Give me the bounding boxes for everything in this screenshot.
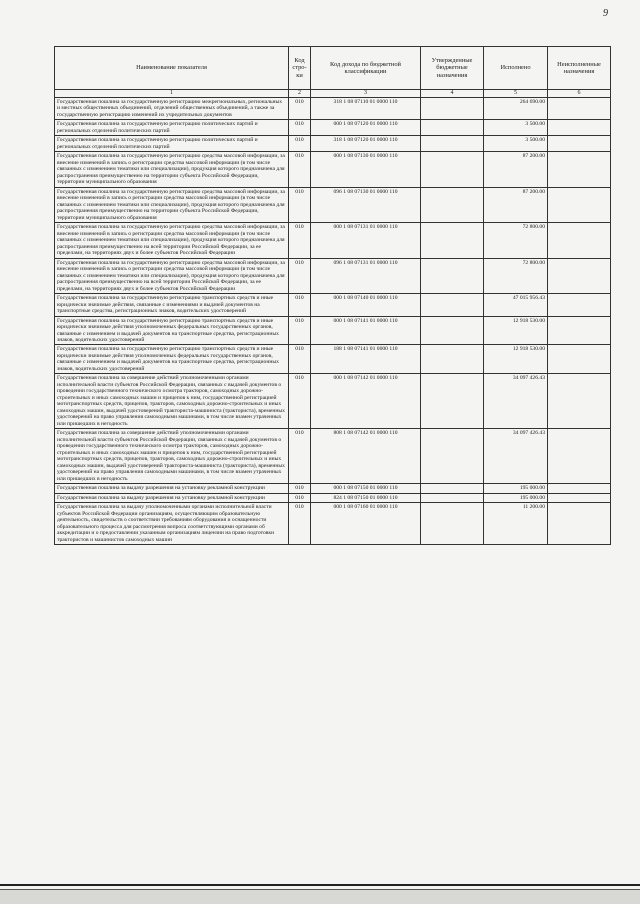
indicator-name-cell: Государственная пошлина за государственную регистрацию политических партий и региональных отделений политических партий	[55, 136, 289, 152]
line-code-cell: 010	[289, 223, 311, 258]
indicator-name-cell: Государственная пошлина за государственную регистрацию политических партий и региональных отделений политических партий	[55, 120, 289, 136]
line-code-cell: 010	[289, 374, 311, 429]
header-name: Наименование показателя	[55, 47, 289, 90]
executed-cell: 87 200.00	[484, 152, 548, 187]
not-executed-cell	[548, 98, 611, 120]
table-row	[55, 493, 611, 502]
approved-cell	[421, 294, 484, 316]
header-income-code: Код дохода по бюджетной классификации	[311, 47, 421, 90]
column-number-row	[55, 90, 611, 98]
indicator-name-cell: Государственная пошлина за государственную регистрацию межрегиональных, региональных и местных общественных объединений, отделений общественных объединений, а также за государственную регистрацию изменений их учредительных документов	[55, 98, 289, 120]
income-code-cell: 096 1 08 07131 01 0000 110	[311, 258, 421, 293]
executed-cell: 11 200.00	[484, 503, 548, 545]
executed-cell: 3 500.00	[484, 136, 548, 152]
not-executed-cell	[548, 187, 611, 222]
table-row	[55, 258, 611, 293]
table-row	[55, 484, 611, 493]
budget-execution-table	[54, 46, 611, 545]
approved-cell	[421, 374, 484, 429]
income-code-cell: 000 1 08 07130 01 0000 110	[311, 152, 421, 187]
income-code-cell: 000 1 08 07150 01 0000 110	[311, 484, 421, 493]
not-executed-cell	[548, 152, 611, 187]
header-not-executed: Неисполненные назначения	[548, 47, 611, 90]
approved-cell	[421, 136, 484, 152]
line-code-cell: 010	[289, 152, 311, 187]
income-code-cell: 188 1 08 07141 01 0000 110	[311, 345, 421, 374]
indicator-name-cell: Государственная пошлина за совершение действий уполномоченными органами исполнительной власти субъектов Российской Федерации, связанных с выдачей документов о проведении государственного технического осмотра тракторов, самоходных дорожно-строительных и иных самоходных машин и прицепов к ним, государственной регистрацией мототранспортных средств, прицепов, тракторов, самоходных дорожно-строительных и иных самоходных машин, выдачей удостоверений тракториста-машиниста (тракториста), временных удостоверений на право управления самоходными машинами, в том числе взамен утраченных или пришедших в негодность	[55, 429, 289, 484]
line-code-cell: 010	[289, 187, 311, 222]
executed-cell: 12 918 530.00	[484, 316, 548, 345]
approved-cell	[421, 258, 484, 293]
income-code-cell: 318 1 08 07120 01 0000 110	[311, 136, 421, 152]
not-executed-cell	[548, 294, 611, 316]
table-body	[55, 90, 611, 545]
column-number: 4	[421, 90, 484, 98]
scan-bottom-shade	[0, 890, 640, 904]
table-row	[55, 374, 611, 429]
line-code-cell: 010	[289, 429, 311, 484]
executed-cell: 195 000.00	[484, 484, 548, 493]
table-row	[55, 294, 611, 316]
executed-cell: 72 800.00	[484, 223, 548, 258]
income-code-cell: 000 1 08 07140 01 0000 110	[311, 294, 421, 316]
executed-cell: 47 015 956.43	[484, 294, 548, 316]
executed-cell: 12 918 530.00	[484, 345, 548, 374]
approved-cell	[421, 316, 484, 345]
approved-cell	[421, 98, 484, 120]
line-code-cell: 010	[289, 136, 311, 152]
column-number: 3	[311, 90, 421, 98]
approved-cell	[421, 345, 484, 374]
executed-cell: 264 690.00	[484, 98, 548, 120]
line-code-cell: 010	[289, 484, 311, 493]
not-executed-cell	[548, 316, 611, 345]
table-row	[55, 316, 611, 345]
income-code-cell: 096 1 08 07130 01 0000 110	[311, 187, 421, 222]
scan-edge-line	[0, 884, 640, 886]
executed-cell: 34 097 426.43	[484, 374, 548, 429]
table-row	[55, 120, 611, 136]
column-number: 6	[548, 90, 611, 98]
line-code-cell: 010	[289, 258, 311, 293]
executed-cell: 72 800.00	[484, 258, 548, 293]
income-code-cell: 000 1 08 07160 01 0000 110	[311, 503, 421, 545]
line-code-cell: 010	[289, 98, 311, 120]
approved-cell	[421, 152, 484, 187]
not-executed-cell	[548, 493, 611, 502]
executed-cell: 3 500.00	[484, 120, 548, 136]
table-row	[55, 345, 611, 374]
executed-cell: 195 000.00	[484, 493, 548, 502]
not-executed-cell	[548, 374, 611, 429]
income-code-cell: 000 1 08 07131 01 0000 110	[311, 223, 421, 258]
income-code-cell: 808 1 08 07142 01 0000 110	[311, 429, 421, 484]
indicator-name-cell: Государственная пошлина за совершение действий уполномоченными органами исполнительной власти субъектов Российской Федерации, связанных с выдачей документов о проведении государственного технического осмотра тракторов, самоходных дорожно-строительных и иных самоходных машин и прицепов к ним, государственной регистрацией мототранспортных средств, прицепов, тракторов, самоходных дорожно-строительных и иных самоходных машин, выдачей удостоверений тракториста-машиниста (тракториста), временных удостоверений на право управления самоходными машинами, в том числе взамен утраченных или пришедших в негодность	[55, 374, 289, 429]
indicator-name-cell: Государственная пошлина за государственную регистрацию средства массовой информации, за внесение изменений в запись о регистрации средства массовой информации (в том числе связанных с изменением тематики или специализации), продукция которого предназначена для распространения преимущественно на территории субъекта Российской Федерации, территории муниципального образования	[55, 152, 289, 187]
table-row	[55, 503, 611, 545]
not-executed-cell	[548, 258, 611, 293]
indicator-name-cell: Государственная пошлина за государственную регистрацию средства массовой информации, за внесение изменений в запись о регистрации средства массовой информации (в том числе связанных с изменением тематики или специализации), продукция которого предназначена для распространения преимущественно на территории субъекта Российской Федерации, территории муниципального образования	[55, 187, 289, 222]
executed-cell: 34 097 426.43	[484, 429, 548, 484]
indicator-name-cell: Государственная пошлина за выдачу уполномоченными органами исполнительной власти субъектов Российской Федерации организациям, осуществляющим образовательную деятельность, свидетельств о соответствии требованиям оборудования и оснащенности образовательного процесса для рассмотрения вопроса соответствующими органами об аккредитации и о предоставлении указанным организациям лицензии на право подготовки трактористов и машинистов самоходных машин	[55, 503, 289, 545]
table-row	[55, 223, 611, 258]
not-executed-cell	[548, 345, 611, 374]
approved-cell	[421, 187, 484, 222]
indicator-name-cell: Государственная пошлина за государственную регистрацию средства массовой информации, за внесение изменений в запись о регистрации средства массовой информации (в том числе связанных с изменением тематики или специализации), продукция которого предназначена для распространения преимущественно на всей территории Российской Федерации, за ее пределами, на территориях двух и более субъектов Российской Федерации	[55, 258, 289, 293]
table-row	[55, 98, 611, 120]
column-number: 2	[289, 90, 311, 98]
not-executed-cell	[548, 429, 611, 484]
table-row	[55, 136, 611, 152]
page-number: 9	[603, 8, 608, 19]
header-executed: Исполнено	[484, 47, 548, 90]
approved-cell	[421, 493, 484, 502]
line-code-cell: 010	[289, 120, 311, 136]
approved-cell	[421, 223, 484, 258]
approved-cell	[421, 429, 484, 484]
table-row	[55, 187, 611, 222]
indicator-name-cell: Государственная пошлина за государственную регистрацию средства массовой информации, за внесение изменений в запись о регистрации средства массовой информации (в том числе связанных с изменением тематики или специализации), продукция которого предназначена для распространения преимущественно на всей территории Российской Федерации, за ее пределами, на территориях двух и более субъектов Российской Федерации	[55, 223, 289, 258]
header-approved: Утвержденные бюджетные назначения	[421, 47, 484, 90]
income-code-cell: 000 1 08 07142 01 0000 110	[311, 374, 421, 429]
approved-cell	[421, 120, 484, 136]
indicator-name-cell: Государственная пошлина за государственную регистрацию транспортных средств и иные юридически значимые действия, связанные с изменениями и выдачей документов на транспортные средства, регистрационных знаков, водительских удостоверений	[55, 294, 289, 316]
table-header-row	[55, 47, 611, 90]
line-code-cell: 010	[289, 294, 311, 316]
not-executed-cell	[548, 223, 611, 258]
approved-cell	[421, 503, 484, 545]
income-code-cell: 824 1 08 07150 01 0000 110	[311, 493, 421, 502]
income-code-cell: 000 1 08 07120 01 0000 110	[311, 120, 421, 136]
column-number: 5	[484, 90, 548, 98]
indicator-name-cell: Государственная пошлина за государственную регистрацию транспортных средств и иные юридически значимые действия уполномоченных федеральных государственных органов, связанные с изменением и выдачей документов на транспортные средства, регистрационных знаков, водительских удостоверений	[55, 316, 289, 345]
line-code-cell: 010	[289, 345, 311, 374]
not-executed-cell	[548, 136, 611, 152]
not-executed-cell	[548, 484, 611, 493]
income-code-cell: 318 1 08 07110 01 0000 110	[311, 98, 421, 120]
table-row	[55, 429, 611, 484]
indicator-name-cell: Государственная пошлина за государственную регистрацию транспортных средств и иные юридически значимые действия уполномоченных федеральных государственных органов, связанные с изменением и выдачей документов на транспортные средства, регистрационных знаков, водительских удостоверений	[55, 345, 289, 374]
indicator-name-cell: Государственная пошлина за выдачу разрешения на установку рекламной конструкции	[55, 493, 289, 502]
indicator-name-cell: Государственная пошлина за выдачу разрешения на установку рекламной конструкции	[55, 484, 289, 493]
line-code-cell: 010	[289, 316, 311, 345]
approved-cell	[421, 484, 484, 493]
line-code-cell: 010	[289, 503, 311, 545]
executed-cell: 87 200.00	[484, 187, 548, 222]
table-row	[55, 152, 611, 187]
header-line-code: Код стро-ки	[289, 47, 311, 90]
column-number: 1	[55, 90, 289, 98]
not-executed-cell	[548, 120, 611, 136]
line-code-cell: 010	[289, 493, 311, 502]
income-code-cell: 000 1 08 07141 01 0000 110	[311, 316, 421, 345]
not-executed-cell	[548, 503, 611, 545]
